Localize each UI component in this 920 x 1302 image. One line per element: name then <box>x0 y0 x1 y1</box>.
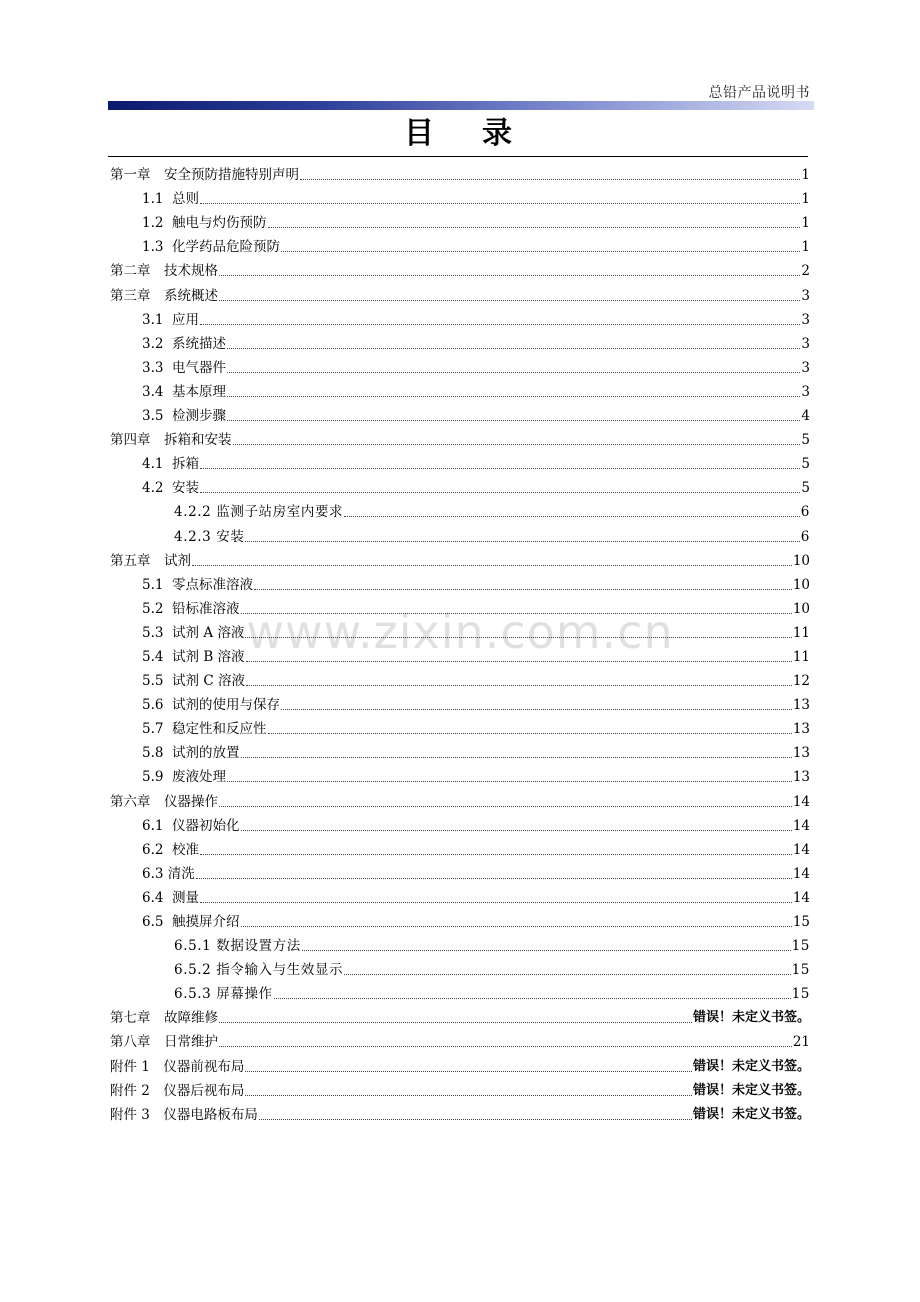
toc-entry[interactable] <box>110 955 810 979</box>
toc-entry[interactable] <box>110 546 810 570</box>
toc-entry-label: 附件 3 仪器电路板布局 <box>110 1106 258 1123</box>
toc-entry-label: 1.2 触电与灼伤预防 <box>142 215 267 232</box>
toc-entry-page-number: 10 <box>792 552 810 569</box>
toc-entry[interactable] <box>110 714 810 738</box>
toc-entry-label: 5.8 试剂的放置 <box>142 745 240 762</box>
toc-entry-page-number: 14 <box>792 865 810 882</box>
toc-leader-dots <box>241 757 792 758</box>
document-header-title: 总铅产品说明书 <box>708 85 810 101</box>
toc-leader-dots <box>281 709 792 710</box>
toc-entry-error-ref: 错误！未定义书签。 <box>692 1010 810 1026</box>
toc-leader-dots <box>227 781 792 782</box>
toc-entry-page-number: 15 <box>791 938 810 955</box>
toc-entry-label: 5.9 废液处理 <box>142 769 227 786</box>
toc-leader-dots <box>268 733 792 734</box>
toc-entry-label: 4.2.2 监测子站房室内要求 <box>174 504 344 521</box>
toc-entry[interactable] <box>110 1027 810 1051</box>
header-gradient-bar <box>108 101 814 110</box>
toc-leader-dots <box>246 685 792 686</box>
toc-entry[interactable] <box>110 786 810 810</box>
toc-entry-page-number: 3 <box>801 311 810 328</box>
toc-entry[interactable] <box>110 521 810 545</box>
toc-entry[interactable] <box>110 883 810 907</box>
toc-entry-label: 1.3 化学药品危险预防 <box>142 239 281 256</box>
toc-entry[interactable] <box>110 1100 810 1124</box>
toc-entry[interactable] <box>110 305 810 329</box>
toc-entry-page-number: 13 <box>792 697 810 714</box>
toc-leader-dots <box>200 468 800 469</box>
toc-entry-label: 6.4 测量 <box>142 889 200 906</box>
toc-leader-dots <box>300 179 800 180</box>
toc-entry[interactable] <box>110 208 810 232</box>
toc-entry-error-ref: 错误！未定义书签。 <box>692 1106 810 1122</box>
toc-leader-dots <box>219 1022 692 1023</box>
toc-leader-dots <box>219 1046 792 1047</box>
watermark-text: www.zixin.com.cn <box>246 605 674 659</box>
toc-entry-label: 第二章 技术规格 <box>110 263 218 280</box>
toc-entry-page-number: 15 <box>791 962 810 979</box>
toc-entry-label: 6.5.3 屏幕操作 <box>174 986 273 1003</box>
toc-entry[interactable] <box>110 401 810 425</box>
toc-entry-label: 6.1 仪器初始化 <box>142 817 240 834</box>
toc-entry-error-ref: 错误！未定义书签。 <box>692 1058 810 1074</box>
toc-entry-label: 6.5.2 指令输入与生效显示 <box>174 962 344 979</box>
toc-entry-page-number: 11 <box>792 624 810 641</box>
toc-leader-dots <box>302 950 791 951</box>
toc-entry[interactable] <box>110 449 810 473</box>
toc-entry-page-number: 6 <box>800 504 810 521</box>
toc-entry-label: 附件 1 仪器前视布局 <box>110 1058 245 1075</box>
toc-entry[interactable] <box>110 835 810 859</box>
toc-leader-dots <box>241 613 792 614</box>
toc-leader-dots <box>241 830 792 831</box>
toc-entry-label: 3.3 电气器件 <box>142 359 227 376</box>
toc-entry-page-number: 13 <box>792 721 810 738</box>
toc-entry[interactable] <box>110 811 810 835</box>
toc-entry-label: 4.1 拆箱 <box>142 456 200 473</box>
toc-entry[interactable] <box>110 570 810 594</box>
toc-entry-page-number: 5 <box>801 480 810 497</box>
toc-leader-dots <box>254 589 792 590</box>
toc-entry[interactable] <box>110 931 810 955</box>
toc-entry-page-number: 3 <box>801 287 810 304</box>
toc-entry-page-number: 4 <box>801 408 810 425</box>
toc-entry-label: 第一章 安全预防措施特别声明 <box>110 167 299 184</box>
toc-leader-dots <box>200 902 792 903</box>
toc-entry-label: 第三章 系统概述 <box>110 287 218 304</box>
toc-leader-dots <box>196 878 792 879</box>
toc-entry[interactable] <box>110 762 810 786</box>
toc-entry-page-number: 1 <box>801 167 810 184</box>
toc-entry-page-number: 21 <box>792 1034 810 1051</box>
toc-leader-dots <box>344 516 800 517</box>
toc-entry-page-number: 14 <box>792 841 810 858</box>
toc-leader-dots <box>200 203 800 204</box>
toc-entry[interactable] <box>110 497 810 521</box>
toc-entry-page-number: 10 <box>792 600 810 617</box>
toc-entry[interactable] <box>110 377 810 401</box>
toc-leader-dots <box>227 420 800 421</box>
toc-entry-page-number: 1 <box>801 215 810 232</box>
toc-entry-page-number: 3 <box>801 383 810 400</box>
toc-entry[interactable] <box>110 1003 810 1027</box>
toc-entry-label: 附件 2 仪器后视布局 <box>110 1082 245 1099</box>
toc-leader-dots <box>259 1119 692 1120</box>
toc-entry-label: 5.4 试剂 B 溶液 <box>142 648 245 665</box>
toc-leader-dots <box>219 300 800 301</box>
toc-leader-dots <box>268 227 801 228</box>
toc-leader-dots <box>227 396 800 397</box>
toc-entry[interactable] <box>110 690 810 714</box>
toc-entry-page-number: 11 <box>792 648 810 665</box>
toc-entry-page-number: 15 <box>792 914 810 930</box>
toc-entry[interactable] <box>110 979 810 1003</box>
toc-entry[interactable] <box>110 1076 810 1100</box>
toc-entry-page-number: 3 <box>801 359 810 376</box>
toc-entry-label: 第八章 日常维护 <box>110 1034 218 1051</box>
toc-leader-dots <box>246 661 792 662</box>
toc-leader-dots <box>219 275 800 276</box>
toc-leader-dots <box>219 806 792 807</box>
toc-leader-dots <box>274 998 791 999</box>
toc-entry-page-number: 6 <box>800 528 810 545</box>
toc-entry[interactable] <box>110 232 810 256</box>
toc-entry[interactable] <box>110 642 810 666</box>
toc-entry-label: 第四章 拆箱和安装 <box>110 432 232 449</box>
toc-entry-label: 5.3 试剂 A 溶液 <box>142 624 245 641</box>
toc-entry-page-number: 14 <box>792 817 810 834</box>
toc-entry-page-number: 15 <box>791 986 810 1003</box>
toc-entry-label: 第五章 试剂 <box>110 552 191 569</box>
toc-entry[interactable] <box>110 594 810 618</box>
toc-entry-page-number: 3 <box>801 335 810 352</box>
toc-entry-label: 3.5 检测步骤 <box>142 408 227 425</box>
title-underline <box>108 156 808 157</box>
toc-leader-dots <box>241 926 792 927</box>
toc-entry[interactable] <box>110 859 810 883</box>
toc-entry-label: 第七章 故障维修 <box>110 1010 218 1027</box>
toc-leader-dots <box>227 372 800 373</box>
toc-entry[interactable] <box>110 280 810 304</box>
toc-entry-page-number: 5 <box>801 432 810 449</box>
toc-entry-page-number: 10 <box>792 576 810 593</box>
toc-leader-dots <box>227 348 800 349</box>
toc-entry[interactable] <box>110 738 810 762</box>
table-of-contents <box>110 160 810 1124</box>
toc-entry-label: 5.6 试剂的使用与保存 <box>142 697 281 714</box>
toc-entry-label: 6.5 触摸屏介绍 <box>142 914 240 930</box>
toc-entry-page-number: 1 <box>801 239 810 256</box>
toc-entry-label: 5.7 稳定性和反应性 <box>142 721 267 738</box>
toc-entry-error-ref: 错误！未定义书签。 <box>692 1082 810 1098</box>
toc-entry[interactable] <box>110 666 810 690</box>
toc-entry-page-number: 1 <box>801 191 810 208</box>
toc-entry-label: 5.2 铅标准溶液 <box>142 600 240 617</box>
toc-entry-page-number: 2 <box>801 263 810 280</box>
toc-entry-label: 6.2 校准 <box>142 841 200 858</box>
toc-leader-dots <box>245 1095 692 1096</box>
toc-leader-dots <box>245 1071 692 1072</box>
toc-entry[interactable] <box>110 425 810 449</box>
toc-entry-label: 3.4 基本原理 <box>142 383 227 400</box>
toc-entry[interactable] <box>110 618 810 642</box>
toc-leader-dots <box>245 637 791 638</box>
toc-entry[interactable] <box>110 353 810 377</box>
toc-entry-label: 3.2 系统描述 <box>142 335 227 352</box>
toc-entry-page-number: 13 <box>792 745 810 762</box>
toc-leader-dots <box>200 854 792 855</box>
toc-entry-label: 3.1 应用 <box>142 311 200 328</box>
toc-entry[interactable] <box>110 184 810 208</box>
toc-entry[interactable] <box>110 907 810 931</box>
toc-leader-dots <box>245 541 799 542</box>
toc-entry-label: 6.5.1 数据设置方法 <box>174 938 301 955</box>
toc-entry-label: 1.1 总则 <box>142 191 200 208</box>
toc-entry-page-number: 12 <box>792 673 810 690</box>
toc-leader-dots <box>200 492 800 493</box>
toc-entry-label: 4.2 安装 <box>142 480 200 497</box>
toc-entry[interactable] <box>110 160 810 184</box>
toc-leader-dots <box>281 251 800 252</box>
toc-leader-dots <box>200 324 800 325</box>
toc-entry-label: 6.3 清洗 <box>142 865 195 882</box>
toc-entry-label: 4.2.3 安装 <box>174 528 245 545</box>
toc-entry[interactable] <box>110 256 810 280</box>
toc-title-part2: 录 <box>482 116 512 151</box>
toc-entry[interactable] <box>110 329 810 353</box>
toc-leader-dots <box>233 444 801 445</box>
toc-entry-label: 第六章 仪器操作 <box>110 793 218 810</box>
toc-entry-page-number: 13 <box>792 769 810 786</box>
toc-title-part1: 目 <box>404 116 434 151</box>
toc-entry[interactable] <box>110 473 810 497</box>
toc-entry-label: 5.1 零点标准溶液 <box>142 576 254 593</box>
toc-title <box>108 114 808 154</box>
toc-entry-label: 5.5 试剂 C 溶液 <box>142 673 245 690</box>
toc-entry-page-number: 14 <box>792 793 810 810</box>
toc-entry[interactable] <box>110 1051 810 1075</box>
toc-leader-dots <box>344 974 790 975</box>
toc-entry-page-number: 5 <box>801 456 810 473</box>
toc-leader-dots <box>192 565 792 566</box>
toc-entry-page-number: 14 <box>792 889 810 906</box>
